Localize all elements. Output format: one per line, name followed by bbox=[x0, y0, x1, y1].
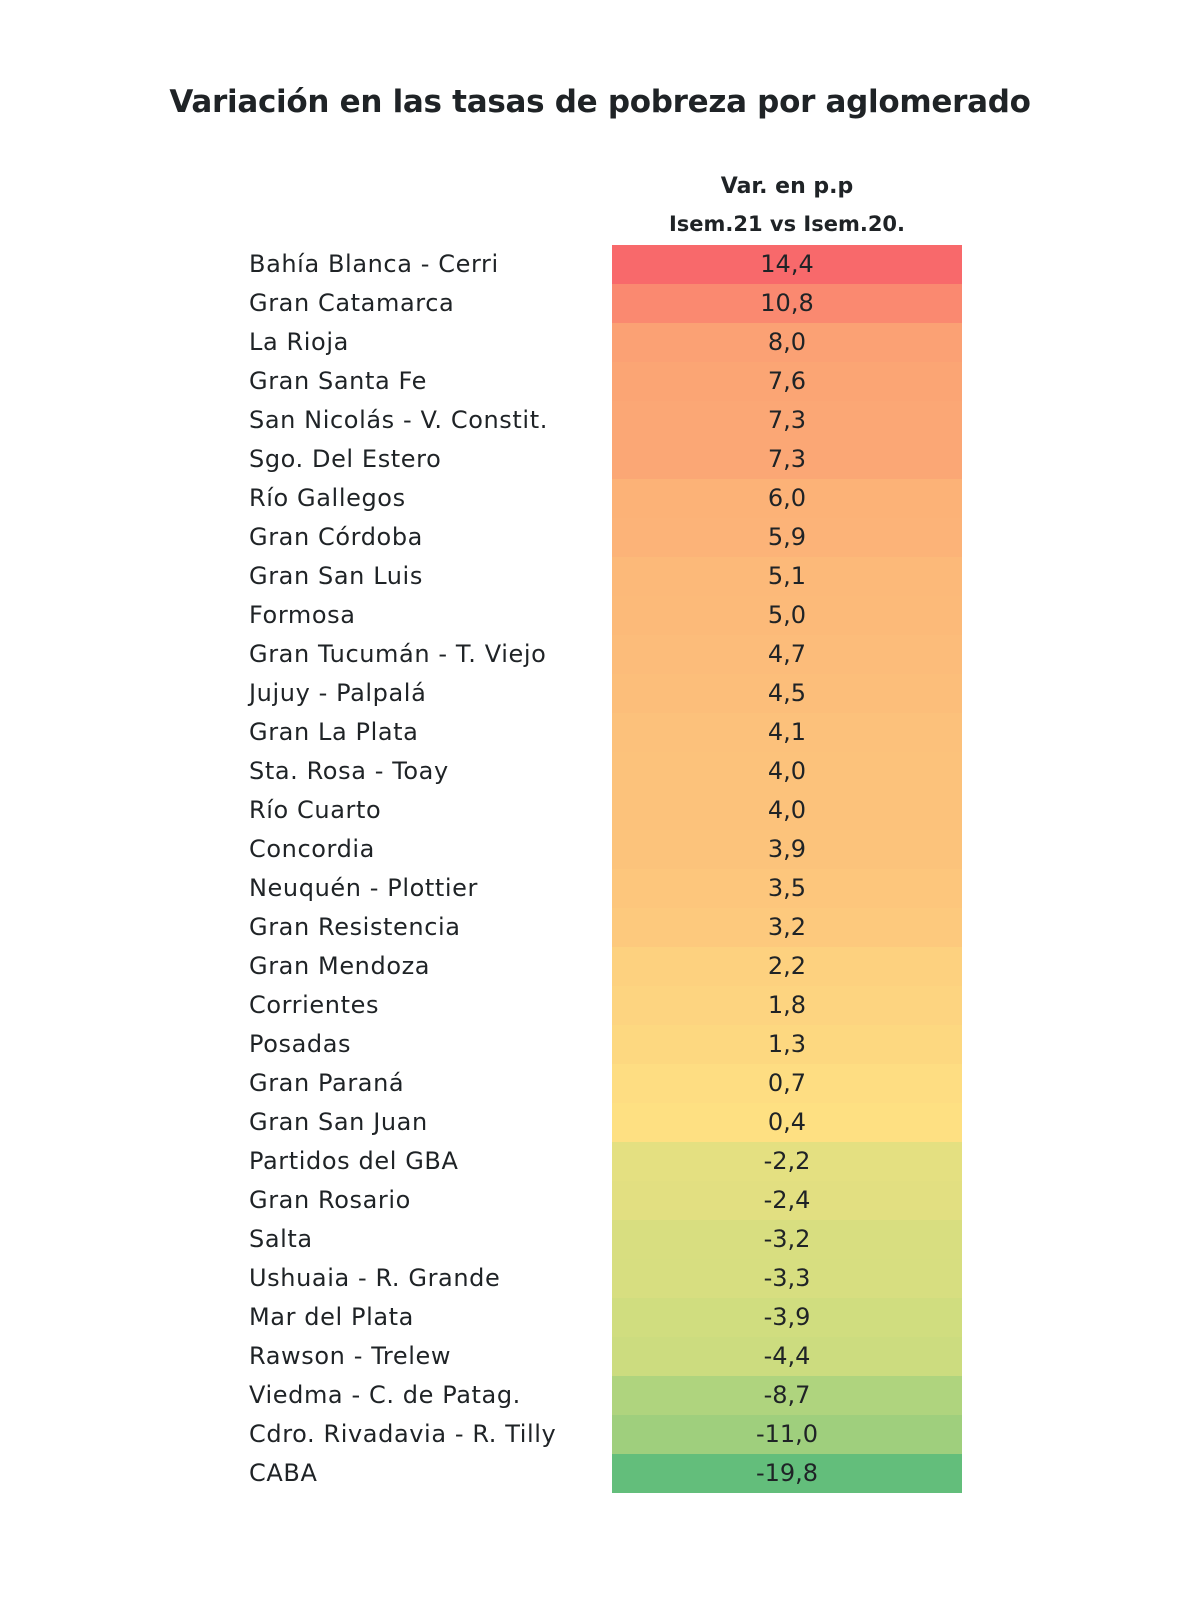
heatmap-cell: 4,7 bbox=[612, 635, 962, 674]
heatmap-cell: 0,4 bbox=[612, 1103, 962, 1142]
heatmap-cell: 3,2 bbox=[612, 908, 962, 947]
heatmap-cell: 2,2 bbox=[612, 947, 962, 986]
heatmap-cell: -8,7 bbox=[612, 1376, 962, 1415]
row-label: San Nicolás - V. Constit. bbox=[249, 406, 548, 434]
heatmap-cell: -2,4 bbox=[612, 1181, 962, 1220]
heatmap-cell: 1,3 bbox=[612, 1025, 962, 1064]
heatmap-cell: 8,0 bbox=[612, 323, 962, 362]
heatmap-cell: 3,5 bbox=[612, 869, 962, 908]
column-header-line-2: Isem.21 vs Isem.20. bbox=[668, 212, 906, 236]
heatmap-cell: 3,9 bbox=[612, 830, 962, 869]
row-label: Corrientes bbox=[249, 991, 380, 1019]
row-label: Gran Tucumán - T. Viejo bbox=[249, 640, 547, 668]
heatmap-cell: -3,9 bbox=[612, 1298, 962, 1337]
heatmap-cell: 4,5 bbox=[612, 674, 962, 713]
column-header-line-1: Var. en p.p bbox=[720, 174, 854, 199]
chart-title: Variación en las tasas de pobreza por aglomerado bbox=[169, 84, 1031, 120]
row-label: Ushuaia - R. Grande bbox=[249, 1264, 501, 1292]
heatmap-cell: 6,0 bbox=[612, 479, 962, 518]
row-label: Gran Rosario bbox=[249, 1186, 411, 1214]
heatmap-cell: 7,3 bbox=[612, 401, 962, 440]
row-label: Gran La Plata bbox=[249, 718, 419, 746]
row-label: Gran Córdoba bbox=[249, 523, 423, 551]
heatmap-cell: 5,9 bbox=[612, 518, 962, 557]
row-label: Gran Resistencia bbox=[249, 913, 461, 941]
row-label: Viedma - C. de Patag. bbox=[249, 1381, 521, 1409]
heatmap-cell: -11,0 bbox=[612, 1415, 962, 1454]
row-label: Bahía Blanca - Cerri bbox=[249, 250, 499, 278]
heatmap-cell: 7,3 bbox=[612, 440, 962, 479]
heatmap-cell: 10,8 bbox=[612, 284, 962, 323]
row-label: Jujuy - Palpalá bbox=[249, 679, 427, 707]
row-label: Neuquén - Plottier bbox=[249, 874, 479, 902]
heatmap-cell: 4,1 bbox=[612, 713, 962, 752]
row-label: Gran San Juan bbox=[249, 1108, 428, 1136]
row-label: CABA bbox=[249, 1459, 318, 1487]
row-label: Concordia bbox=[249, 835, 375, 863]
row-label: Gran Santa Fe bbox=[249, 367, 427, 395]
row-label: Cdro. Rivadavia - R. Tilly bbox=[249, 1420, 557, 1448]
row-label: Río Gallegos bbox=[249, 484, 406, 512]
heatmap-cell: 1,8 bbox=[612, 986, 962, 1025]
row-label: Salta bbox=[249, 1225, 313, 1253]
row-label: Gran Catamarca bbox=[249, 289, 455, 317]
heatmap-cell: -4,4 bbox=[612, 1337, 962, 1376]
row-label: Partidos del GBA bbox=[249, 1147, 459, 1175]
heatmap-cell: -19,8 bbox=[612, 1454, 962, 1493]
row-label: Mar del Plata bbox=[249, 1303, 414, 1331]
row-label: Gran Mendoza bbox=[249, 952, 431, 980]
row-label: La Rioja bbox=[249, 328, 349, 356]
heatmap-cell: 5,0 bbox=[612, 596, 962, 635]
heatmap-cell: -3,2 bbox=[612, 1220, 962, 1259]
heatmap-cell: 4,0 bbox=[612, 752, 962, 791]
row-label: Sgo. Del Estero bbox=[249, 445, 442, 473]
row-label: Gran Paraná bbox=[249, 1069, 405, 1097]
row-label: Rawson - Trelew bbox=[249, 1342, 452, 1370]
heatmap-cell: -3,3 bbox=[612, 1259, 962, 1298]
heatmap-cell: 4,0 bbox=[612, 791, 962, 830]
heatmap-cell: 0,7 bbox=[612, 1064, 962, 1103]
heatmap-cell: 14,4 bbox=[612, 245, 962, 284]
row-label: Río Cuarto bbox=[249, 796, 382, 824]
heatmap-cell: 7,6 bbox=[612, 362, 962, 401]
row-label: Gran San Luis bbox=[249, 562, 423, 590]
heatmap-cell: 5,1 bbox=[612, 557, 962, 596]
heatmap-cell: -2,2 bbox=[612, 1142, 962, 1181]
row-label: Formosa bbox=[249, 601, 356, 629]
row-label: Posadas bbox=[249, 1030, 352, 1058]
row-label: Sta. Rosa - Toay bbox=[249, 757, 449, 785]
